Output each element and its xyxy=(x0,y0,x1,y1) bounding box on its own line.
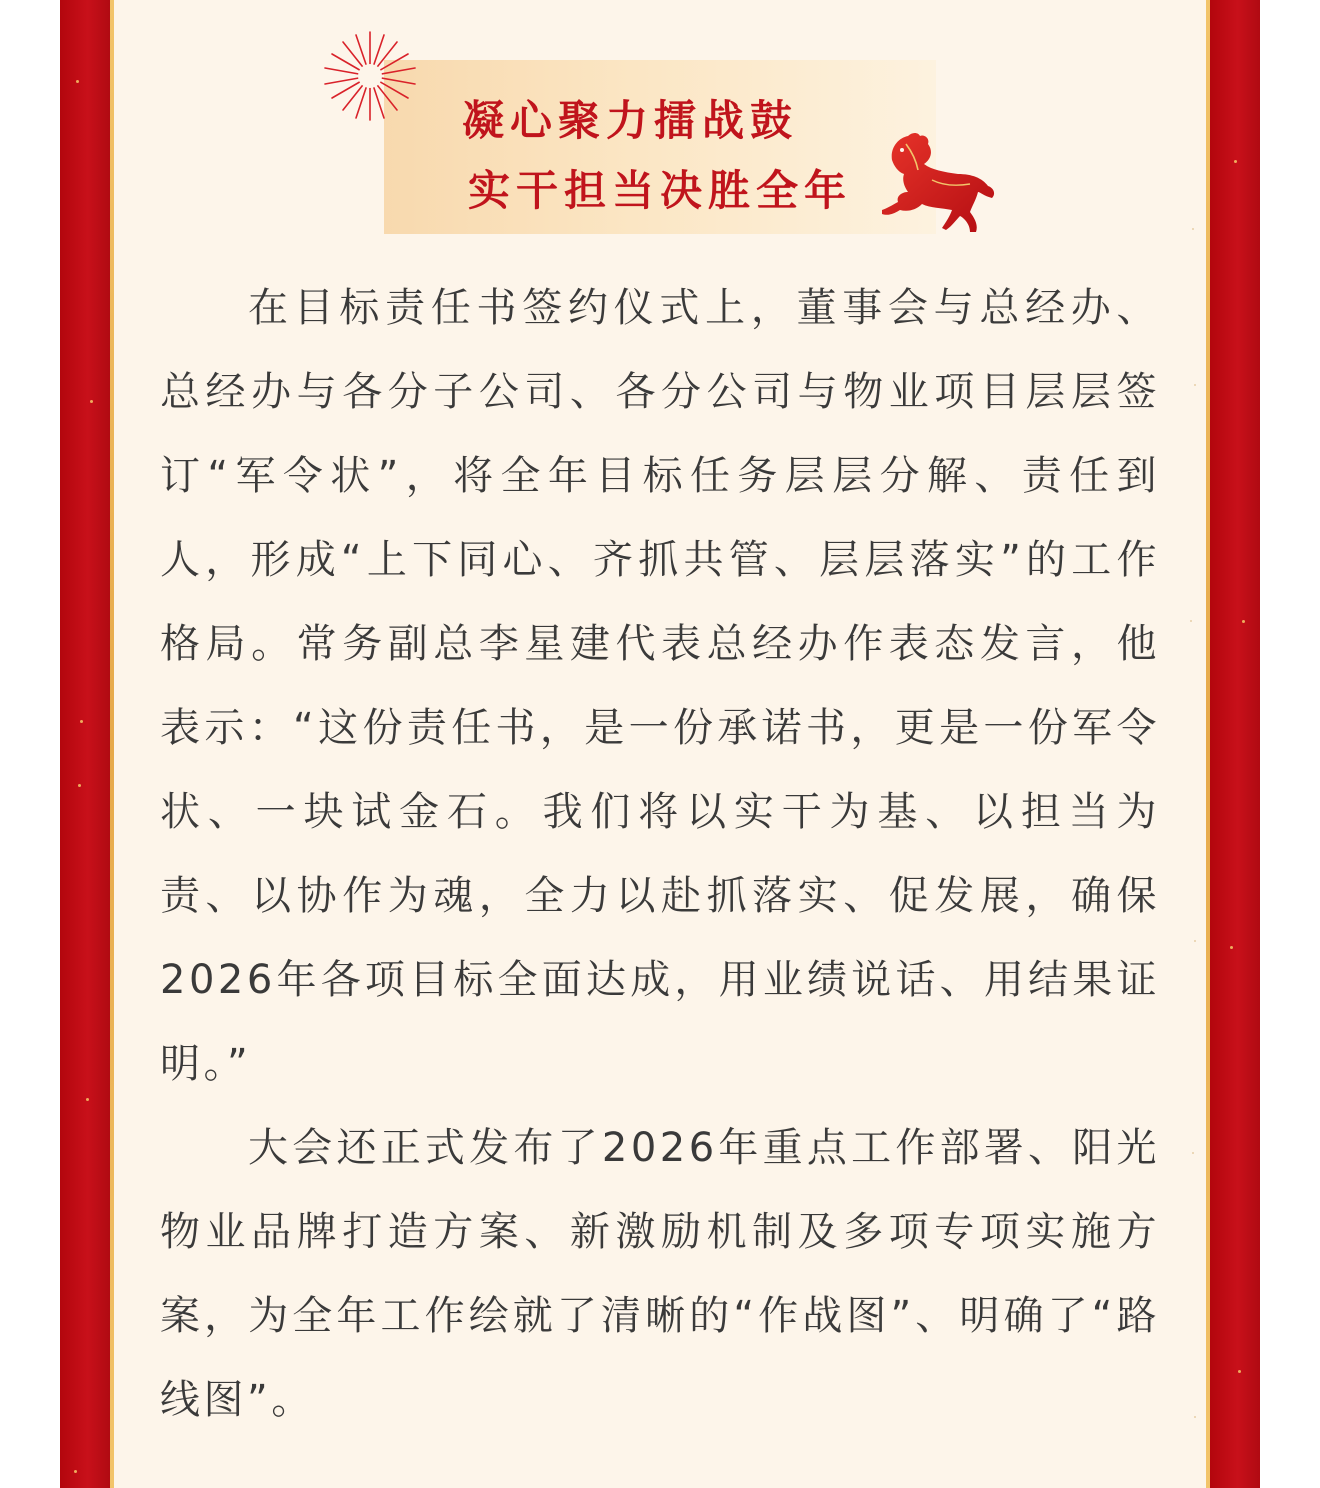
article-paragraph-1: 在目标责任书签约仪式上，董事会与总经办、总经办与各分子公司、各分公司与物业项目层层签订“军令状”，将全年目标任务层层分解、责任到人，形成“上下同心、齐抓共管、层层落实”的工作格局。常务副总李星建代表总经办作表态发言，他表示：“这份责任书，是一份承诺书，更是一份军令状、一块试金石。我们将以实干为基、以担当为责、以协作为魂，全力以赴抓落实、促发展，确保2026年各项目标全面达成，用业绩说话、用结果证明。” xyxy=(160,285,1160,1087)
right-red-border xyxy=(1210,0,1260,1488)
article-paragraph-2: 大会还正式发布了2026年重点工作部署、阳光物业品牌打造方案、新激励机制及多项专项实施方案，为全年工作绘就了清晰的“作战图”、明确了“路线图”。 xyxy=(160,1125,1160,1423)
firework-icon xyxy=(322,30,418,122)
title-line-2: 实干担当决胜全年 xyxy=(467,166,852,215)
left-red-border xyxy=(60,0,110,1488)
section-title-banner xyxy=(384,60,936,234)
title-line-1: 凝心聚力擂战鼓 xyxy=(461,96,798,145)
horse-icon xyxy=(872,130,998,234)
